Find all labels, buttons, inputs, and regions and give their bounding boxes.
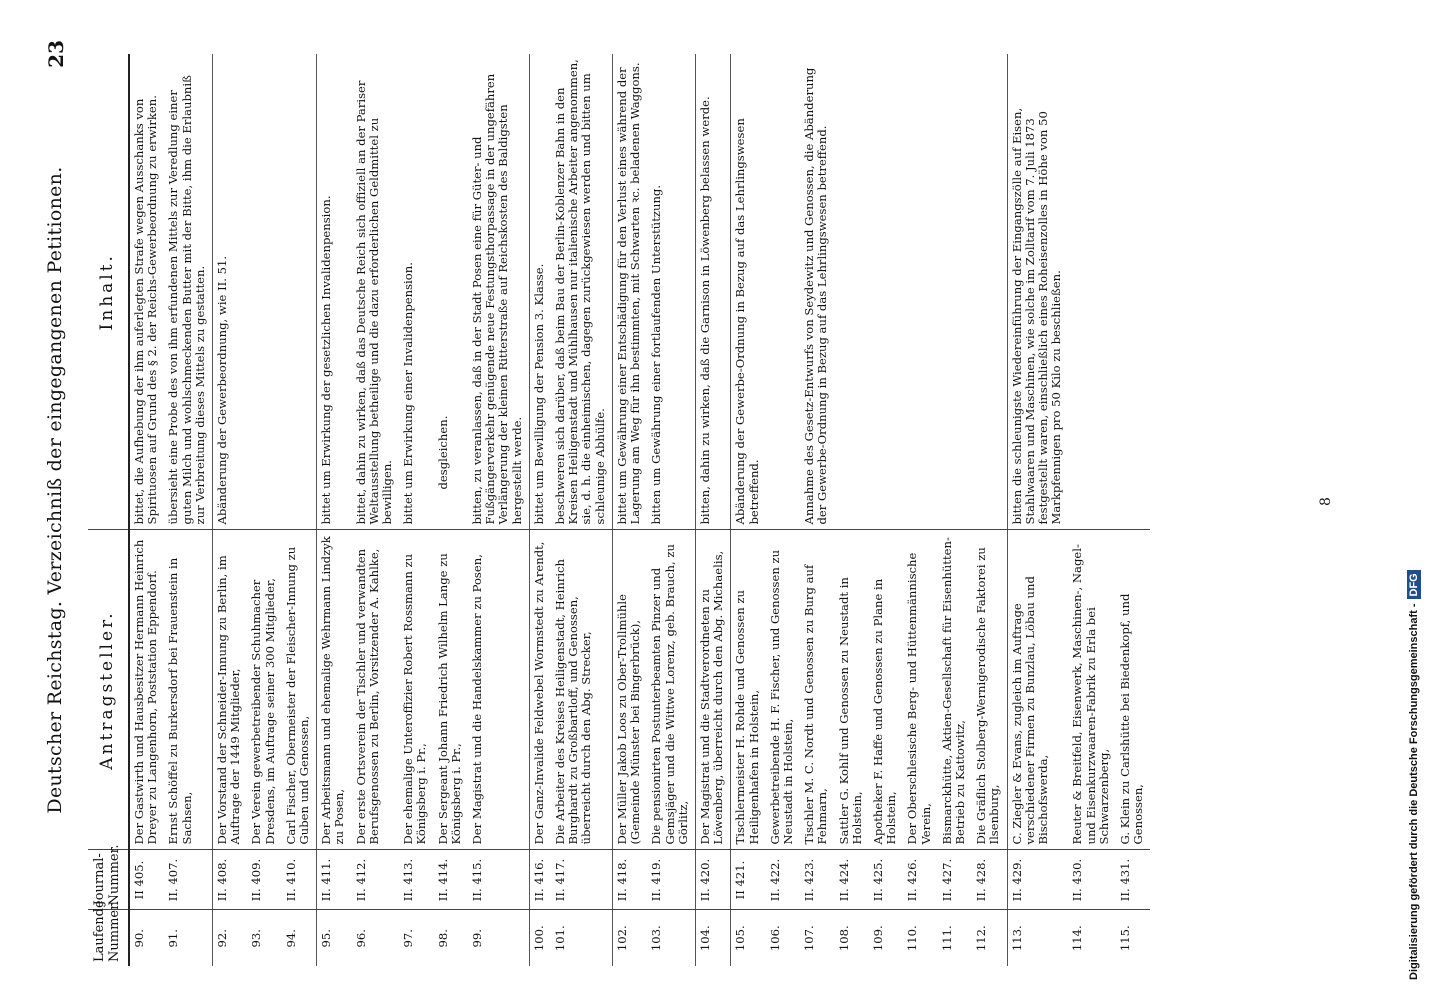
row-number: 92.: [213, 910, 248, 966]
col-header-antragsteller: Antragsteller.: [88, 530, 129, 850]
row-number: 103.: [647, 910, 695, 966]
journal-number: II. 414.: [434, 850, 468, 910]
journal-number: II. 420.: [695, 850, 730, 910]
page-header: [44, 40, 74, 940]
inhalt-cell: bitten, dahin zu wirken, daß die Garnison in Löwenberg belassen werde.: [695, 54, 730, 530]
antragsteller-cell: Die pensionirten Postunterbeamten Pinzer und Gemsjäger und die Wittwe Lorenz, geb. Brauch, zu Görlitz,: [647, 530, 695, 850]
antragsteller-cell: Die Arbeiter des Kreises Heiligenstadt, Heinrich Burghardt zu Großbartloff, und Genossen, überreicht durch den Abg. Strecker,: [551, 530, 612, 850]
journal-number: II. 422.: [766, 850, 800, 910]
antragsteller-cell: Gewerbetreibende H. F. Fischer, und Genossen zu Neustadt in Holstein,: [766, 530, 800, 850]
inhalt-cell: [903, 54, 937, 530]
row-number: 110.: [903, 910, 937, 966]
petition-table: [88, 54, 1150, 966]
row-number: 98.: [434, 910, 468, 966]
table-row: [129, 54, 164, 966]
inhalt-cell: [835, 54, 869, 530]
row-number: 107.: [800, 910, 834, 966]
table-row: [869, 54, 903, 966]
journal-number: II. 409.: [247, 850, 281, 910]
journal-number: II. 426.: [903, 850, 937, 910]
antragsteller-cell: Bismarckhütte, Aktien-Gesellschaft für Eisenhütten-Betrieb zu Kattowitz,: [938, 530, 972, 850]
journal-number: II. 410.: [282, 850, 317, 910]
antragsteller-cell: Der Verein gewerbetreibender Schuhmacher Dresdens, im Auftrage seiner 300 Mitglieder,: [247, 530, 281, 850]
row-number: 109.: [869, 910, 903, 966]
inhalt-cell: [1068, 54, 1116, 530]
table-row: [551, 54, 612, 966]
inhalt-cell: bittet um Erwirkung der gesetzlichen Invalidenpension.: [317, 54, 352, 530]
table-row: [835, 54, 869, 966]
row-number: 95.: [317, 910, 352, 966]
table-row: [164, 54, 212, 966]
antragsteller-cell: Der Oberschlesische Berg- und Hüttenmännische Verein,: [903, 530, 937, 850]
row-number: 91.: [164, 910, 212, 966]
col-header-journal: Journal-Nummer.: [88, 850, 129, 910]
table-row: [938, 54, 972, 966]
antragsteller-cell: Der Magistrat und die Handelskammer zu Posen,: [468, 530, 529, 850]
journal-number: II. 415.: [468, 850, 529, 910]
row-number: 96.: [352, 910, 400, 966]
antragsteller-cell: Tischlermeister H. Rohde und Genossen zu Heiligenhafen in Holstein,: [731, 530, 766, 850]
table-row: [903, 54, 937, 966]
table-row: [1116, 54, 1150, 966]
table-row: [317, 54, 352, 966]
dfg-sidebar: [1403, 14, 1425, 980]
row-number: 102.: [612, 910, 647, 966]
table-row: [800, 54, 834, 966]
row-number: 111.: [938, 910, 972, 966]
journal-number: II. 427.: [938, 850, 972, 910]
journal-number: II. 416.: [529, 850, 551, 910]
table-row: [468, 54, 529, 966]
inhalt-cell: Abänderung der Gewerbe-Ordnung in Bezug auf das Lehrlingswesen betreffend.: [731, 54, 766, 530]
inhalt-cell: bittet, die Aufhebung der ihm auferlegten Strafe wegen Ausschanks von Spirituosen auf Grund des § 2. der Reichs-Gewerbeordnung zu erwirken.: [132, 95, 160, 525]
inhalt-cell: [282, 54, 317, 530]
antragsteller-cell: Die Gräflich Stolberg-Wernigerodische Faktorei zu Ilsenburg,: [972, 530, 1007, 850]
row-number: 105.: [731, 910, 766, 966]
inhalt-cell: bitten um Gewährung einer fortlaufenden Unterstützung.: [649, 184, 664, 525]
row-number: 115.: [1116, 910, 1150, 966]
inhalt-cell: Annahme des Gesetz-Entwurfs von Seydewitz und Genossen, die Abänderung der Gewerbe-Ordnung in Bezug auf das Lehrlingswesen betreffend.: [802, 67, 830, 525]
table-row: [352, 54, 400, 966]
journal-number: II. 407.: [164, 850, 212, 910]
table-row: [213, 54, 248, 966]
antragsteller-cell: Carl Fischer, Obermeister der Fleischer-Innung zu Guben und Genossen,: [282, 530, 317, 850]
inhalt-cell: [247, 54, 281, 530]
inhalt-cell: bitten die schleunigste Wiedereinführung der Eingangszölle auf Eisen, Stahlwaaren und Maschinen, wie solche im Zolltarif vom 7. Juli 1873 festgestellt waren, einschließlich eines Roheisenzolles in Höhe von 50 Markpfennigen pro 50 Kilo zu beschließen.: [1007, 54, 1068, 530]
table-row: [399, 54, 433, 966]
table-row: [247, 54, 281, 966]
inhalt-cell: [869, 54, 903, 530]
row-number: 99.: [468, 910, 529, 966]
table-header-row: [88, 54, 129, 966]
inhalt-cell: [972, 54, 1007, 530]
journal-number: II. 423.: [800, 850, 834, 910]
antragsteller-cell: Der Sergeant Johann Friedrich Wilhelm Lange zu Königsberg i. Pr.,: [434, 530, 468, 850]
journal-number: II. 428.: [972, 850, 1007, 910]
journal-number: II. 408.: [213, 850, 248, 910]
inhalt-cell: bittet um Gewährung einer Entschädigung für den Verlust eines während der Lagerung am Weg für ihn bestimmten, mit Schwarten ꝛc. beladenen Waggons.: [612, 54, 647, 530]
antragsteller-cell: Der Gastwirth und Hausbesitzer Hermann Heinrich Dreyer zu Langenhorn, Poststation Eppendorf.: [129, 530, 164, 850]
antragsteller-cell: Der Magistrat und die Stadtverordneten zu Löwenberg, überreicht durch den Abg. Michaelis,: [695, 530, 730, 850]
inhalt-cell: Abänderung der Gewerbeordnung, wie II. 51.: [213, 54, 248, 530]
table-row: [529, 54, 551, 966]
col-header-inhalt: Inhalt.: [88, 54, 129, 530]
journal-number: II. 419.: [647, 850, 695, 910]
row-number: 97.: [399, 910, 433, 966]
row-number: 101.: [551, 910, 612, 966]
antragsteller-cell: Ernst Schöffel zu Burkersdorf bei Frauenstein in Sachsen,: [164, 530, 212, 850]
inhalt-cell: bittet um Bewilligung der Pension 3. Klasse.: [529, 54, 551, 530]
journal-number: II. 413.: [399, 850, 433, 910]
row-number: 106.: [766, 910, 800, 966]
journal-number: II. 411.: [317, 850, 352, 910]
dfg-note-text: Digitalisierung gefördert durch die Deutsche Forschungsgemeinschaft -: [1408, 603, 1420, 980]
table-row: [282, 54, 317, 966]
table-row: [612, 54, 647, 966]
row-number: 104.: [695, 910, 730, 966]
row-number: 93.: [247, 910, 281, 966]
table-row: [731, 54, 766, 966]
table-body: [129, 54, 1150, 966]
journal-number: II. 418.: [612, 850, 647, 910]
table-row: [766, 54, 800, 966]
row-number: 112.: [972, 910, 1007, 966]
journal-number: II. 424.: [835, 850, 869, 910]
antragsteller-cell: Der Vorstand der Schneider-Innung zu Berlin, im Auftrage der 1449 Mitglieder,: [213, 530, 248, 850]
journal-number: II. 425.: [869, 850, 903, 910]
journal-number: II 405.: [129, 850, 164, 910]
journal-number: II 421.: [731, 850, 766, 910]
table-row: [647, 54, 695, 966]
inhalt-cell: [1116, 54, 1150, 530]
inhalt-cell: bittet, dahin zu wirken, daß das Deutsche Reich sich offiziell an der Pariser Weltausstellung betheilige und die dazu erforderlichen Geldmittel zu bewilligen.: [353, 80, 395, 525]
row-number: 94.: [282, 910, 317, 966]
journal-number: II. 431.: [1116, 850, 1150, 910]
inhalt-cell: [938, 54, 972, 530]
footer-mark: 8: [1318, 497, 1334, 506]
antragsteller-cell: Der Müller Jakob Loos zu Ober-Trollmühle (Gemeinde Münster bei Bingerbrück),: [612, 530, 647, 850]
row-number: 90.: [129, 910, 164, 966]
row-number: 100.: [529, 910, 551, 966]
table-row: [1068, 54, 1116, 966]
page-title: Deutscher Reichstag. Verzeichniß der eingegangenen Petitionen.: [44, 166, 66, 814]
inhalt-cell: desgleichen.: [435, 415, 450, 490]
journal-number: II. 417.: [551, 850, 612, 910]
journal-number: II. 430.: [1068, 850, 1116, 910]
antragsteller-cell: C. Ziegler & Evans, zugleich im Auftrage verschiedener Firmen zu Bunzlau, Löbau und Bischofswerda,: [1007, 530, 1068, 850]
page-number: 23: [44, 40, 68, 68]
antragsteller-cell: Der Arbeitsmann und ehemalige Wehrmann Lindzyk zu Posen,: [317, 530, 352, 850]
row-number: 108.: [835, 910, 869, 966]
antragsteller-cell: G. Klein zu Carlshütte bei Biedenkopf, und Genossen,: [1116, 530, 1150, 850]
journal-number: II. 429.: [1007, 850, 1068, 910]
table-row: [972, 54, 1007, 966]
journal-number: II. 412.: [352, 850, 400, 910]
row-number: 113.: [1007, 910, 1068, 966]
row-number: 114.: [1068, 910, 1116, 966]
antragsteller-cell: Der Ganz-Invalide Feldwebel Wormstedt zu Arendt,: [529, 530, 551, 850]
table-row: [434, 54, 468, 966]
inhalt-cell: bittet um Erwirkung einer Invalidenpension.: [401, 262, 416, 525]
col-header-lfd: Laufende Nummer.: [88, 910, 129, 966]
inhalt-cell: bitten, zu veranlassen, daß in der Stadt Posen eine für Güter- und Fußgängerverkehr genügende neue Festungsthorpassage in der ungefähren Verlängerung der kleinen Ritterstraße auf Reichskosten des Baldigsten hergestellt werde.: [470, 73, 524, 525]
antragsteller-cell: Sattler G. Kohlf und Genossen zu Neustadt in Holstein,: [835, 530, 869, 850]
table-row: [695, 54, 730, 966]
antragsteller-cell: Der erste Ortsverein der Tischler und verwandten Berufsgenossen zu Berlin, Vorsitzender A. Kahlke,: [352, 530, 400, 850]
dfg-note: [1403, 14, 1425, 980]
antragsteller-cell: Apotheker F. Haffe und Genossen zu Plane in Holstein,: [869, 530, 903, 850]
inhalt-cell: übersieht eine Probe des von ihm erfundenen Mittels zur Veredlung einer guten Milch und wohlschmeckenden Butter mit der Bitte, ihm die Erlaubniß zur Verbreitung dieses Mittels zu gestatten.: [166, 75, 207, 525]
table-row: [1007, 54, 1068, 966]
antragsteller-cell: Tischler M. C. Nordt und Genossen zu Burg auf Fehmarn,: [800, 530, 834, 850]
inhalt-cell: [766, 54, 800, 530]
antragsteller-cell: Reuter & Breitfeld, Eisenwerk, Maschinen-, Nagel- und Eisenkurzwaaren-Fabrik zu Erla bei Schwarzenberg,: [1068, 530, 1116, 850]
antragsteller-cell: Der ehemalige Unteroffizier Robert Rossmann zu Königsberg i. Pr.,: [399, 530, 433, 850]
dfg-logo: DFG: [1407, 570, 1421, 599]
inhalt-cell: beschweren sich darüber, daß beim Bau der Berlin-Koblenzer Bahn in den Kreisen Heiligenstadt und Mühlhausen nur italienische Arbeiter angenommen, sie, d. h. die einheimischen, dagegen zurückgewiesen werden und bitten um schleunige Abhülfe.: [553, 59, 607, 525]
